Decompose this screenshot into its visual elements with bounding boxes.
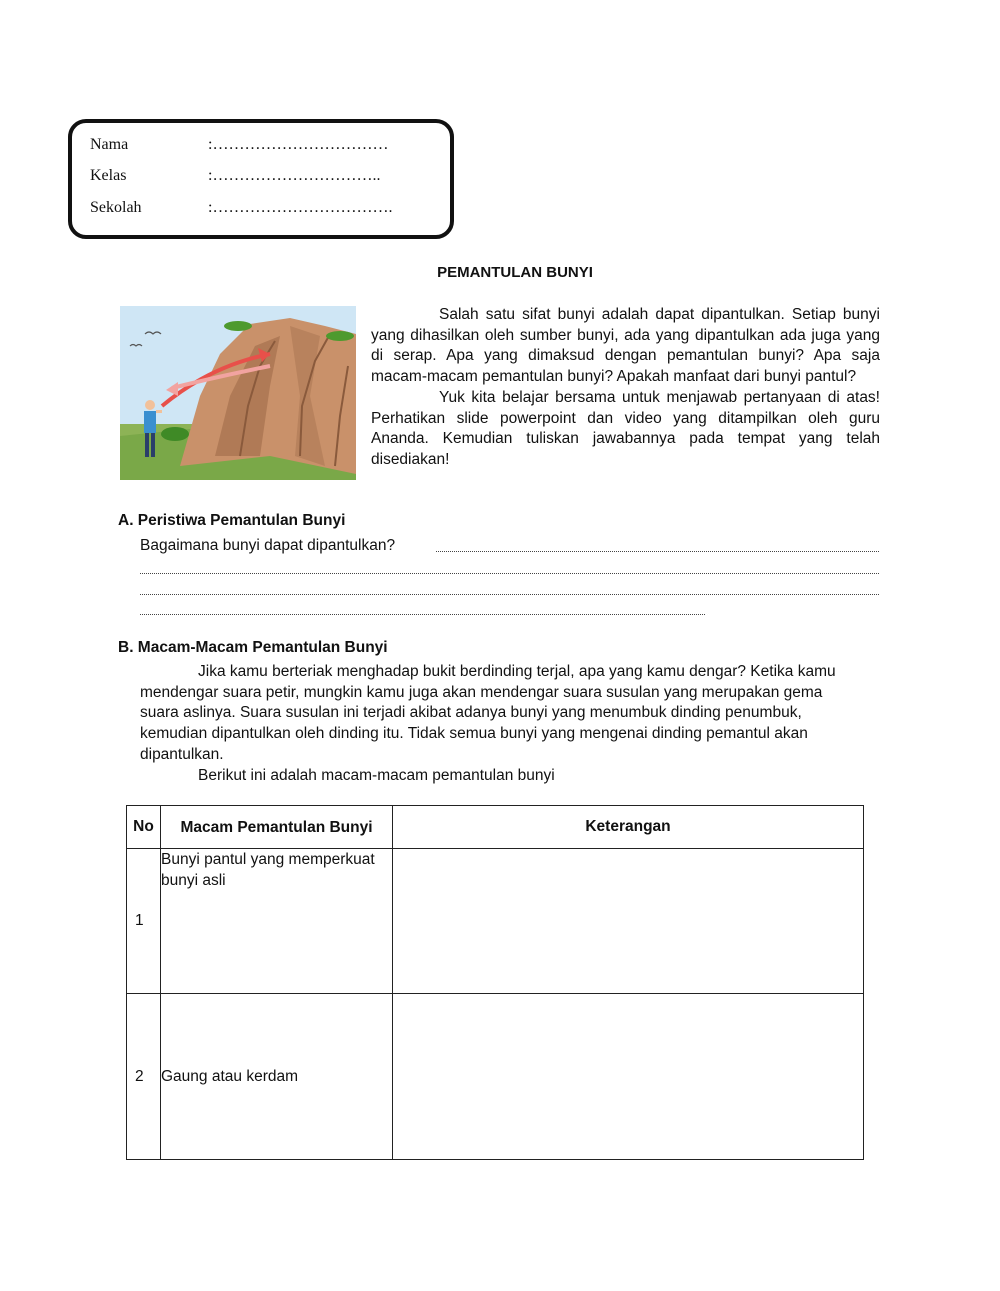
section-a-question: Bagaimana bunyi dapat dipantulkan?	[140, 537, 396, 554]
row-keterangan-answer[interactable]	[393, 849, 864, 994]
answer-line[interactable]	[436, 551, 879, 552]
identity-label: Nama	[90, 136, 129, 153]
section-b-text	[140, 662, 860, 786]
table-row	[127, 994, 864, 1160]
answer-line[interactable]	[140, 614, 705, 615]
row-number: 1	[127, 849, 161, 994]
identity-fill-line[interactable]: :…………………………….	[208, 199, 393, 216]
section-a-heading: A. Peristiwa Pemantulan Bunyi	[118, 512, 346, 529]
row-macam: Gaung atau kerdam	[161, 994, 393, 1160]
header-keterangan: Keterangan	[393, 806, 864, 849]
page-title: PEMANTULAN BUNYI	[437, 264, 593, 281]
row-keterangan-answer[interactable]	[393, 994, 864, 1160]
intro-paragraph: Salah satu sifat bunyi adalah dapat dipantulkan. Setiap bunyi yang dihasilkan oleh sumber bunyi, ada yang dipantulkan ada juga yang di serap. Apa yang dimaksud dengan pemantulan bunyi? Apa saja macam-macam pemantulan bunyi? Apakah manfaat dari bunyi pantul?	[371, 306, 880, 386]
answer-line[interactable]	[140, 594, 879, 595]
intro-text	[371, 305, 880, 471]
table-row	[127, 849, 864, 994]
section-b-paragraph: Jika kamu berteriak menghadap bukit berdinding terjal, apa yang kamu dengar? Ketika kamu mendengar suara petir, mungkin kamu juga akan mendengar suara susulan yang merupakan gema suara aslinya. Suara susulan ini terjadi akibat adanya bunyi yang menumbuk dinding penumbuk, kemudian dipantulkan oleh dinding itu. Tidak semua bunyi yang mengenai dinding pemantul akan dipantulkan.	[140, 663, 836, 763]
reflection-types-table	[126, 805, 864, 1160]
header-macam: Macam Pemantulan Bunyi	[161, 806, 393, 849]
cliff-echo-illustration	[120, 306, 356, 480]
identity-fill-line[interactable]: :…………………………..	[208, 167, 381, 184]
row-macam: Bunyi pantul yang memperkuat bunyi asli	[161, 849, 393, 994]
identity-fill-line[interactable]: :……………………………	[208, 136, 389, 153]
answer-line[interactable]	[140, 573, 879, 574]
row-number: 2	[127, 994, 161, 1160]
header-no: No	[127, 806, 161, 849]
intro-paragraph: Yuk kita belajar bersama untuk menjawab pertanyaan di atas! Perhatikan slide powerpoint dan video yang ditampilkan oleh guru Ananda. Kemudian tuliskan jawabannya pada tempat yang telah disediakan!	[371, 388, 880, 468]
section-b-heading: B. Macam-Macam Pemantulan Bunyi	[118, 639, 388, 656]
identity-box	[68, 119, 454, 239]
identity-label: Sekolah	[90, 199, 142, 216]
table-header-row	[127, 806, 864, 849]
section-b-paragraph: Berikut ini adalah macam-macam pemantulan bunyi	[198, 766, 555, 784]
identity-label: Kelas	[90, 167, 127, 184]
